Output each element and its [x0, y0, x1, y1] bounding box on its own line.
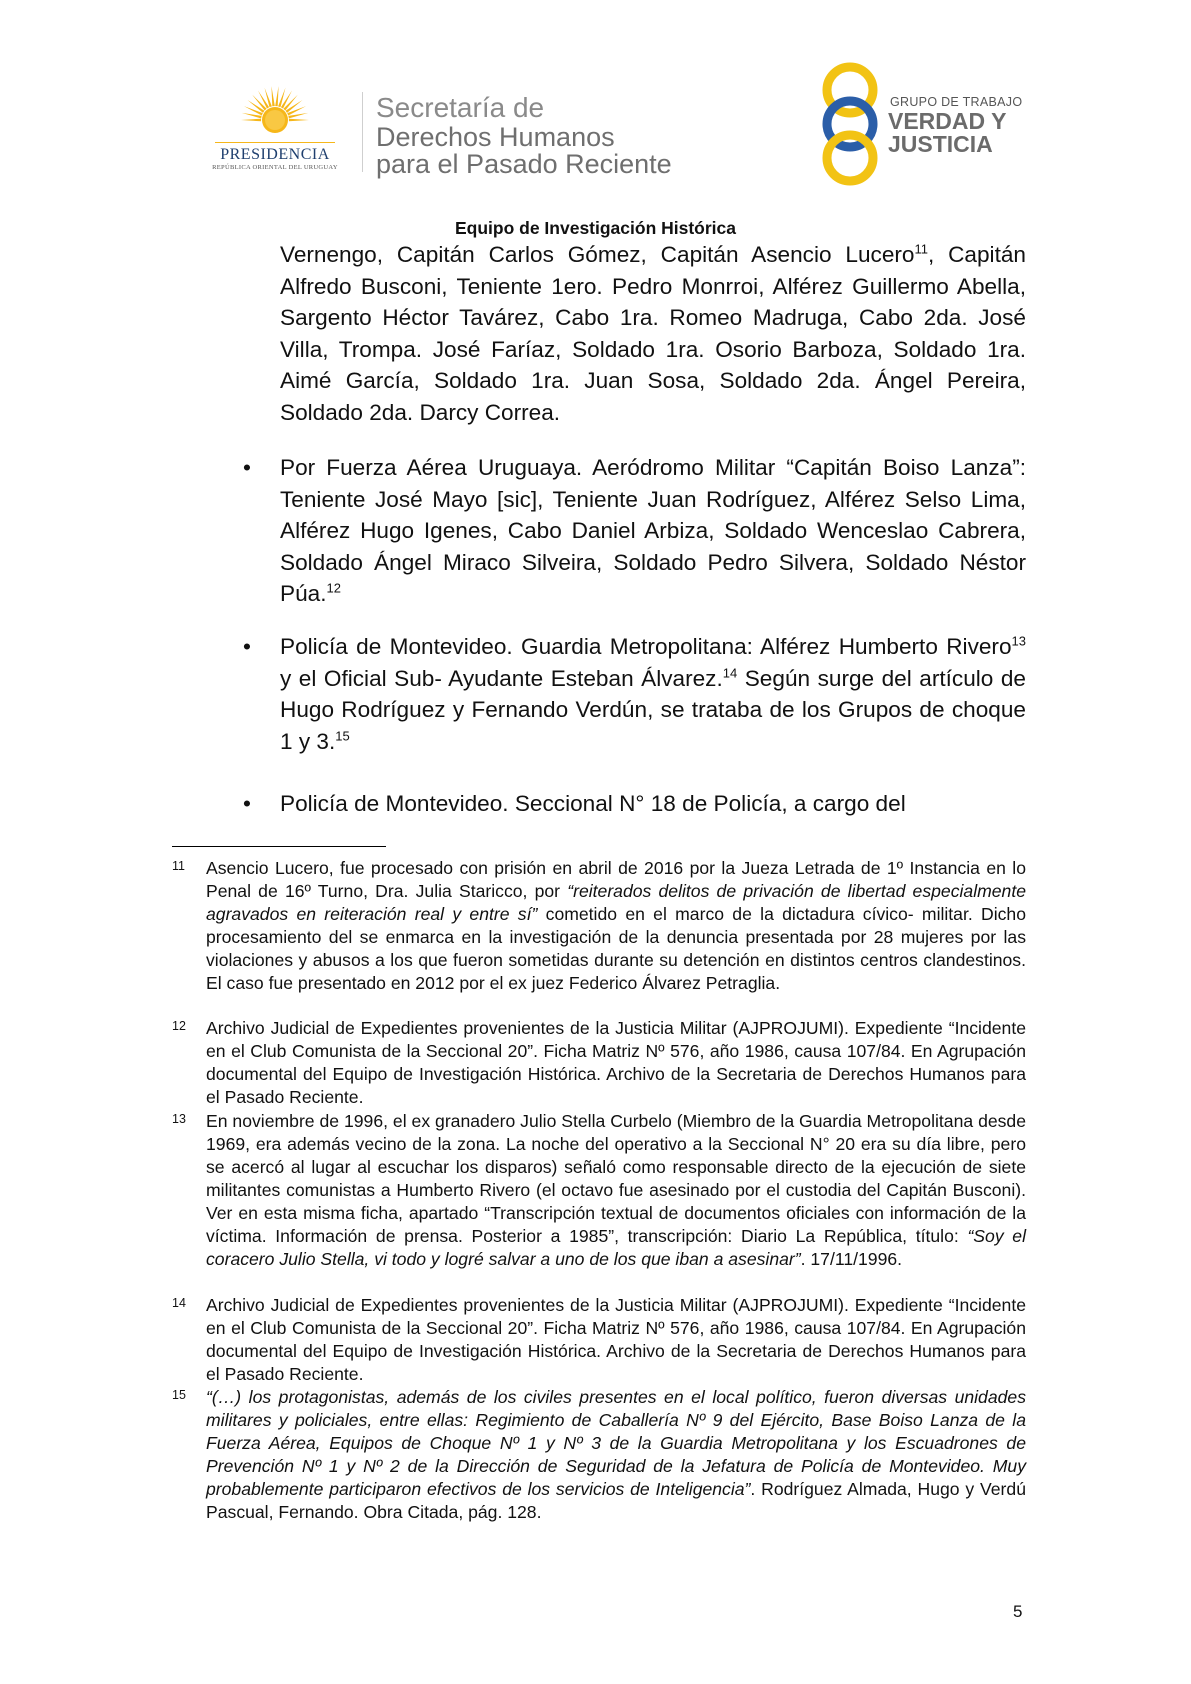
bullet-seccional-18: Policía de Montevideo. Seccional N° 18 de Policía, a cargo del [280, 791, 906, 816]
presidencia-label: PRESIDENCIA [220, 146, 330, 163]
bullet-marker: • [243, 634, 251, 659]
footnote-number-14: 14 [172, 1296, 186, 1310]
bullet-guardia-metropolitana: Policía de Montevideo. Guardia Metropolitana: Alférez Humberto Rivero$^{13}$ y el Oficial Sub- Ayudante Esteban Álvarez.$^{14}$ Según surge del artículo de Hugo Rodríguez y Fernando Verdún, se trataba de los Grupos de choque 1 y 3.15 [280, 633, 1026, 754]
footnote-number-11: 11 [172, 859, 185, 873]
justicia-label: JUSTICIA [888, 131, 993, 157]
footnote-ref-15: 15 [335, 728, 350, 744]
presidencia-subtitle: REPÚBLICA ORIENTAL DEL URUGUAY [212, 164, 338, 171]
verdad-justicia-rings-logo [810, 62, 890, 186]
secretaria-title-line2: Derechos Humanos [376, 122, 615, 152]
sun-ray [289, 119, 309, 122]
footnote-number-15: 15 [172, 1388, 186, 1402]
footnote-number-13: 13 [172, 1112, 186, 1126]
sun-ray [275, 86, 278, 106]
footnote-ref-14: 14 [722, 665, 738, 681]
secretaria-title-line1: Secretaría de [376, 92, 545, 123]
footnote-separator [172, 846, 386, 847]
bullet-fuerza-aerea: Por Fuerza Aérea Uruguaya. Aeródromo Militar “Capitán Boiso Lanza”: Teniente José Mayo [sic], Teniente Juan Rodríguez, Alférez Selso Lima, Alférez Hugo Igenes, Cabo Daniel Arbiza, Soldado Wenceslao Cabrera, Soldado Ángel Miraco Silveira, Soldado Pedro Silvera, Soldado Néstor Púa.$^{12}$ [280, 455, 1026, 607]
sun-ray [241, 119, 261, 122]
grupo-trabajo-label: GRUPO DE TRABAJO [890, 95, 1023, 109]
footnote-12: Archivo Judicial de Expedientes provenientes de la Justicia Militar (AJPROJUMI). Expediente “Incidente en el Club Comunista de la Seccional 20”. Ficha Matriz Nº 576, año 1986, causa 107/84. En Agrupación documental del Equipo de Investigación Histórica. Archivo de la Secretaria de Derechos Humanos para el Pasado Reciente. [206, 1018, 1026, 1107]
page-number: 5 [1013, 1602, 1023, 1621]
bullet-marker: • [243, 791, 251, 816]
footnote-11: Asencio Lucero, fue procesado con prisión en abril de 2016 por la Jueza Letrada de 1º Instancia en lo Penal de 16º Turno, Dra. Julia Staricco, por “reiterados delitos de privación de libertad especialmente agravados en reiteración real y entre sí” cometido en el marco de la dictadura cívico- militar. Dicho procesamiento del se enmarca en la investigación de la denuncia presentada por 28 mujeres por las violaciones y abusos a los que fueron sometidas durante su detención en distintos centros clandestinos. El caso fue presentado en 2012 por el ex juez Federico Álvarez Petraglia. [206, 858, 1027, 993]
secretaria-title-line3: para el Pasado Reciente [376, 149, 672, 179]
paragraph-officers: Vernengo, Capitán Carlos Gómez, Capitán Asencio Lucero$^{11}$, Capitán Alfredo Busconi, Teniente 1ero. Pedro Monrroi, Alférez Guillermo Abella, Sargento Héctor Tavárez, Cabo 1ra. Romeo Madruga, Cabo 2da. José Villa, Trompa. José Faríaz, Soldado 1ra. Osorio Barboza, Soldado 1ra. Aimé García, Soldado 1ra. Juan Sosa, Soldado 2da. Ángel Pereira, Soldado 2da. Darcy Correa. [280, 241, 1026, 425]
bullet-marker: • [243, 455, 251, 480]
footnote-ref-13: 13 [1011, 633, 1026, 649]
footnote-15: “(…) los protagonistas, además de los civiles presentes en el local político, fueron diversas unidades militares y policiales, entre ellas: Regimiento de Caballería Nº 9 del Ejército, Base Boiso Lanza de la Fuerza Aérea, Equipos de Choque Nº 1 y Nº 3 de la Guardia Metropolitana y los Escuadrones de Prevención Nº 1 y Nº 2 de la Dirección de Seguridad de la Jefatura de Policía de Montevideo. Muy probablemente participaron efectivos de los servicios de Inteligencia”. Rodríguez Almada, Hugo y Verdú Pascual, Fernando. Obra Citada, pág. 128. [206, 1387, 1026, 1522]
footnote-number-12: 12 [172, 1019, 186, 1033]
footnote-14: Archivo Judicial de Expedientes provenientes de la Justicia Militar (AJPROJUMI). Expediente “Incidente en el Club Comunista de la Seccional 20”. Ficha Matriz Nº 576, año 1986, causa 107/84. En Agrupación documental del Equipo de Investigación Histórica. Archivo de la Secretaria de Derechos Humanos para el Pasado Reciente. [206, 1295, 1026, 1384]
footnote-13: En noviembre de 1996, el ex granadero Julio Stella Curbelo (Miembro de la Guardia Metropolitana desde 1969, era además vecino de la zona. La noche del operativo a la Seccional N° 20 era su día libre, pero se acercó al lugar al escuchar los disparos) señaló como responsable directo de la ejecución de siete militantes comunistas a Humberto Rivero (el octavo fue asesinado por el custodia del Capitán Busconi). Ver en esta misma ficha, apartado “Transcripción textual de documentos oficiales con información de la víctima. Información de prensa. Posterior a 1985”, transcripción: Diario La República, título: “Soy el coracero Julio Stella, vi todo y logré salvar a uno de los que iban a asesinar”. 17/11/1996. [206, 1111, 1026, 1269]
footnote-ref-12: 12 [326, 580, 341, 596]
sun-ray [271, 86, 274, 106]
footnote-ref-11: 11 [914, 241, 928, 257]
team-heading: Equipo de Investigación Histórica [454, 218, 737, 238]
verdad-y-label: VERDAD Y [888, 108, 1007, 134]
header-divider [362, 92, 363, 172]
